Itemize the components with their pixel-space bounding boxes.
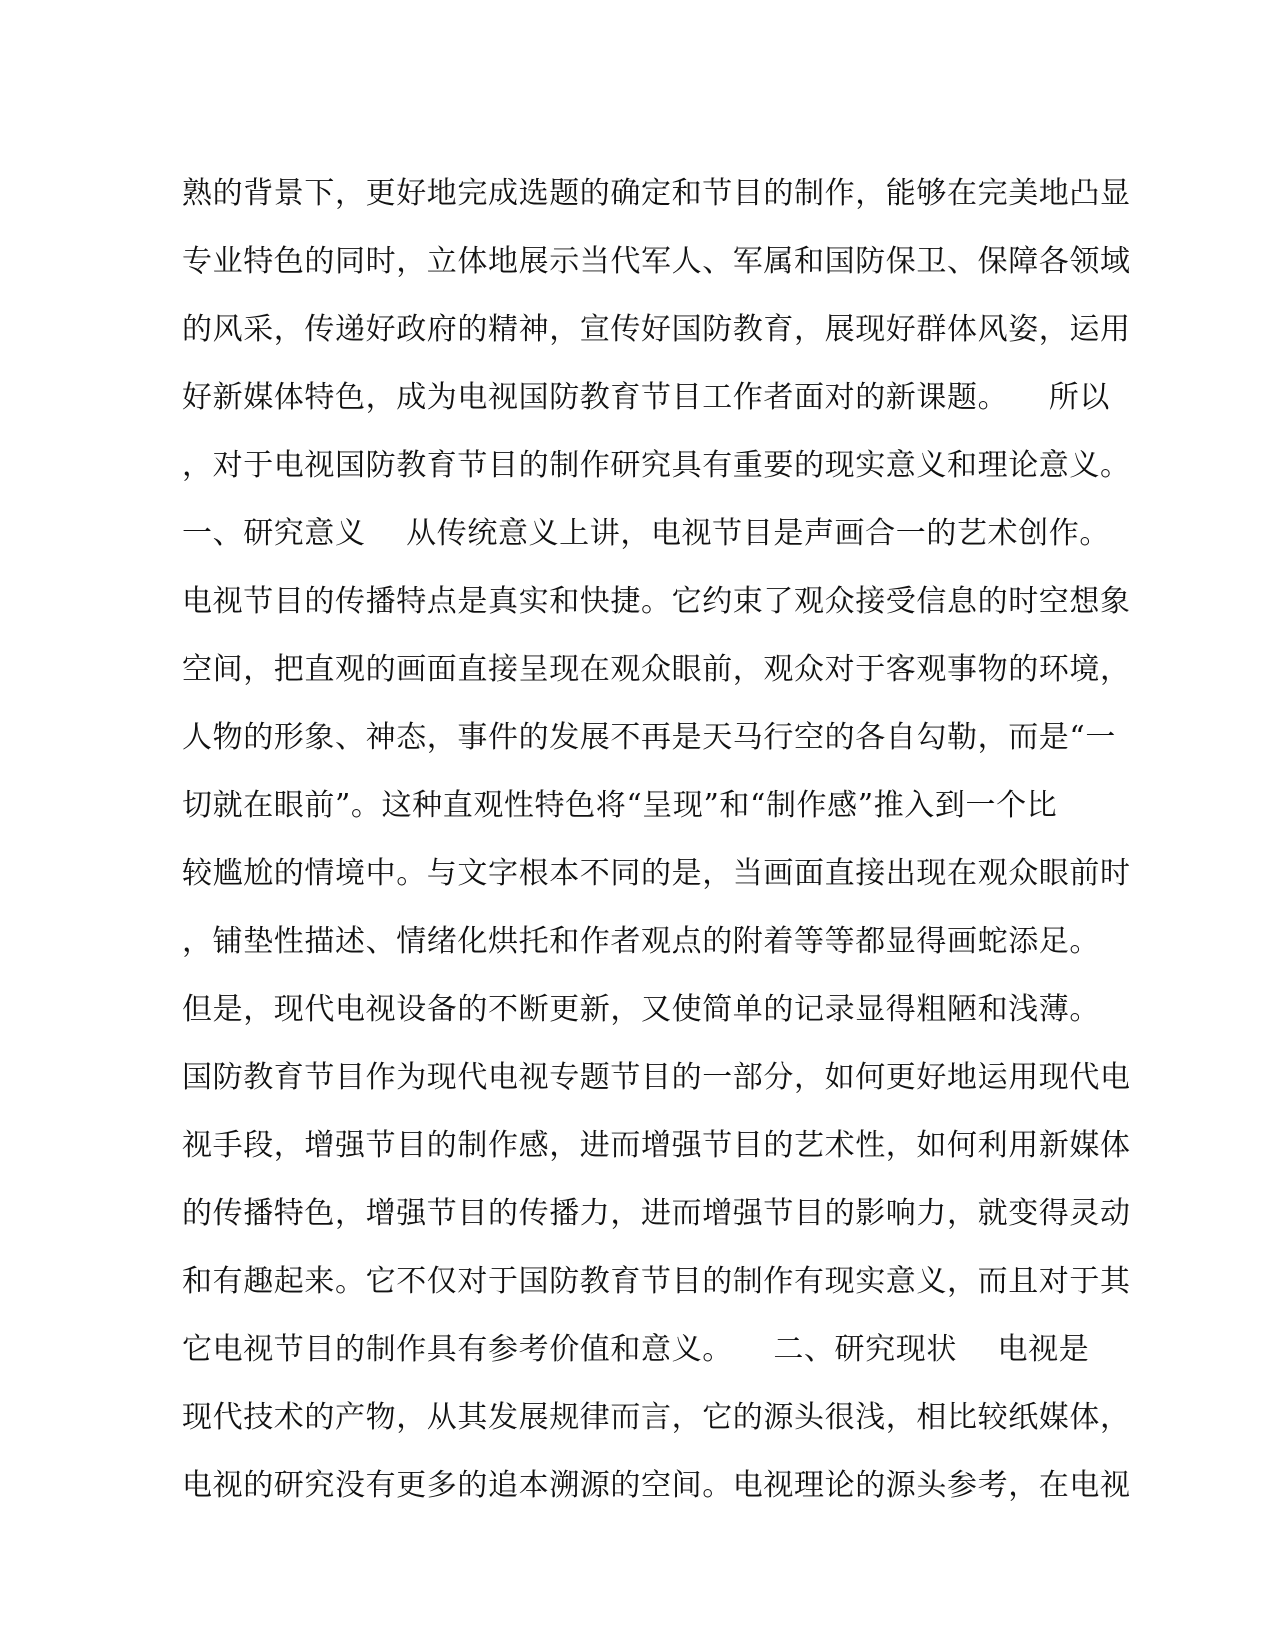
text-line: 和有趣起来。它不仅对于国防教育节目的制作有现实意义，而且对于其 — [182, 1264, 1131, 1299]
text-line: 视手段，增强节目的制作感，进而增强节目的艺术性，如何利用新媒体 — [182, 1128, 1131, 1163]
text-line: 空间，把直观的画面直接呈现在观众眼前，观众对于客观事物的环境， — [182, 652, 1131, 687]
text-line: 它电视节目的制作具有参考价值和意义。 二、研究现状 电视是 — [182, 1332, 1090, 1367]
text-line: ，铺垫性描述、情绪化烘托和作者观点的附着等等都显得画蛇添足。 — [182, 924, 1100, 959]
text-line: ，对于电视国防教育节目的制作研究具有重要的现实意义和理论意义。 — [182, 448, 1131, 483]
text-line: 一、研究意义 从传统意义上讲，电视节目是声画合一的艺术创作。 — [182, 516, 1110, 551]
text-line: 好新媒体特色，成为电视国防教育节目工作者面对的新课题。 所以 — [182, 380, 1110, 415]
text-line: 较尴尬的情境中。与文字根本不同的是，当画面直接出现在观众眼前时 — [182, 856, 1131, 891]
text-line: 但是，现代电视设备的不断更新，又使简单的记录显得粗陋和浅薄。 — [182, 992, 1100, 1027]
text-line: 电视节目的传播特点是真实和快捷。它约束了观众接受信息的时空想象 — [182, 584, 1131, 619]
text-line: 切就在眼前”。这种直观性特色将“呈现”和“制作感”推入到一个比 — [182, 788, 1058, 823]
text-line: 的风采，传递好政府的精神，宣传好国防教育，展现好群体风姿，运用 — [182, 312, 1131, 347]
text-line: 专业特色的同时，立体地展示当代军人、军属和国防保卫、保障各领域 — [182, 244, 1131, 279]
text-line: 熟的背景下，更好地完成选题的确定和节目的制作，能够在完美地凸显 — [182, 176, 1131, 211]
text-line: 现代技术的产物，从其发展规律而言，它的源头很浅，相比较纸媒体， — [182, 1400, 1131, 1435]
body-text — [182, 160, 1131, 1520]
text-line: 电视的研究没有更多的追本溯源的空间。电视理论的源头参考，在电视 — [182, 1468, 1131, 1503]
text-line: 国防教育节目作为现代电视专题节目的一部分，如何更好地运用现代电 — [182, 1060, 1131, 1095]
text-line: 的传播特色，增强节目的传播力，进而增强节目的影响力，就变得灵动 — [182, 1196, 1131, 1231]
text-line: 人物的形象、神态，事件的发展不再是天马行空的各自勾勒，而是“一 — [182, 720, 1116, 755]
